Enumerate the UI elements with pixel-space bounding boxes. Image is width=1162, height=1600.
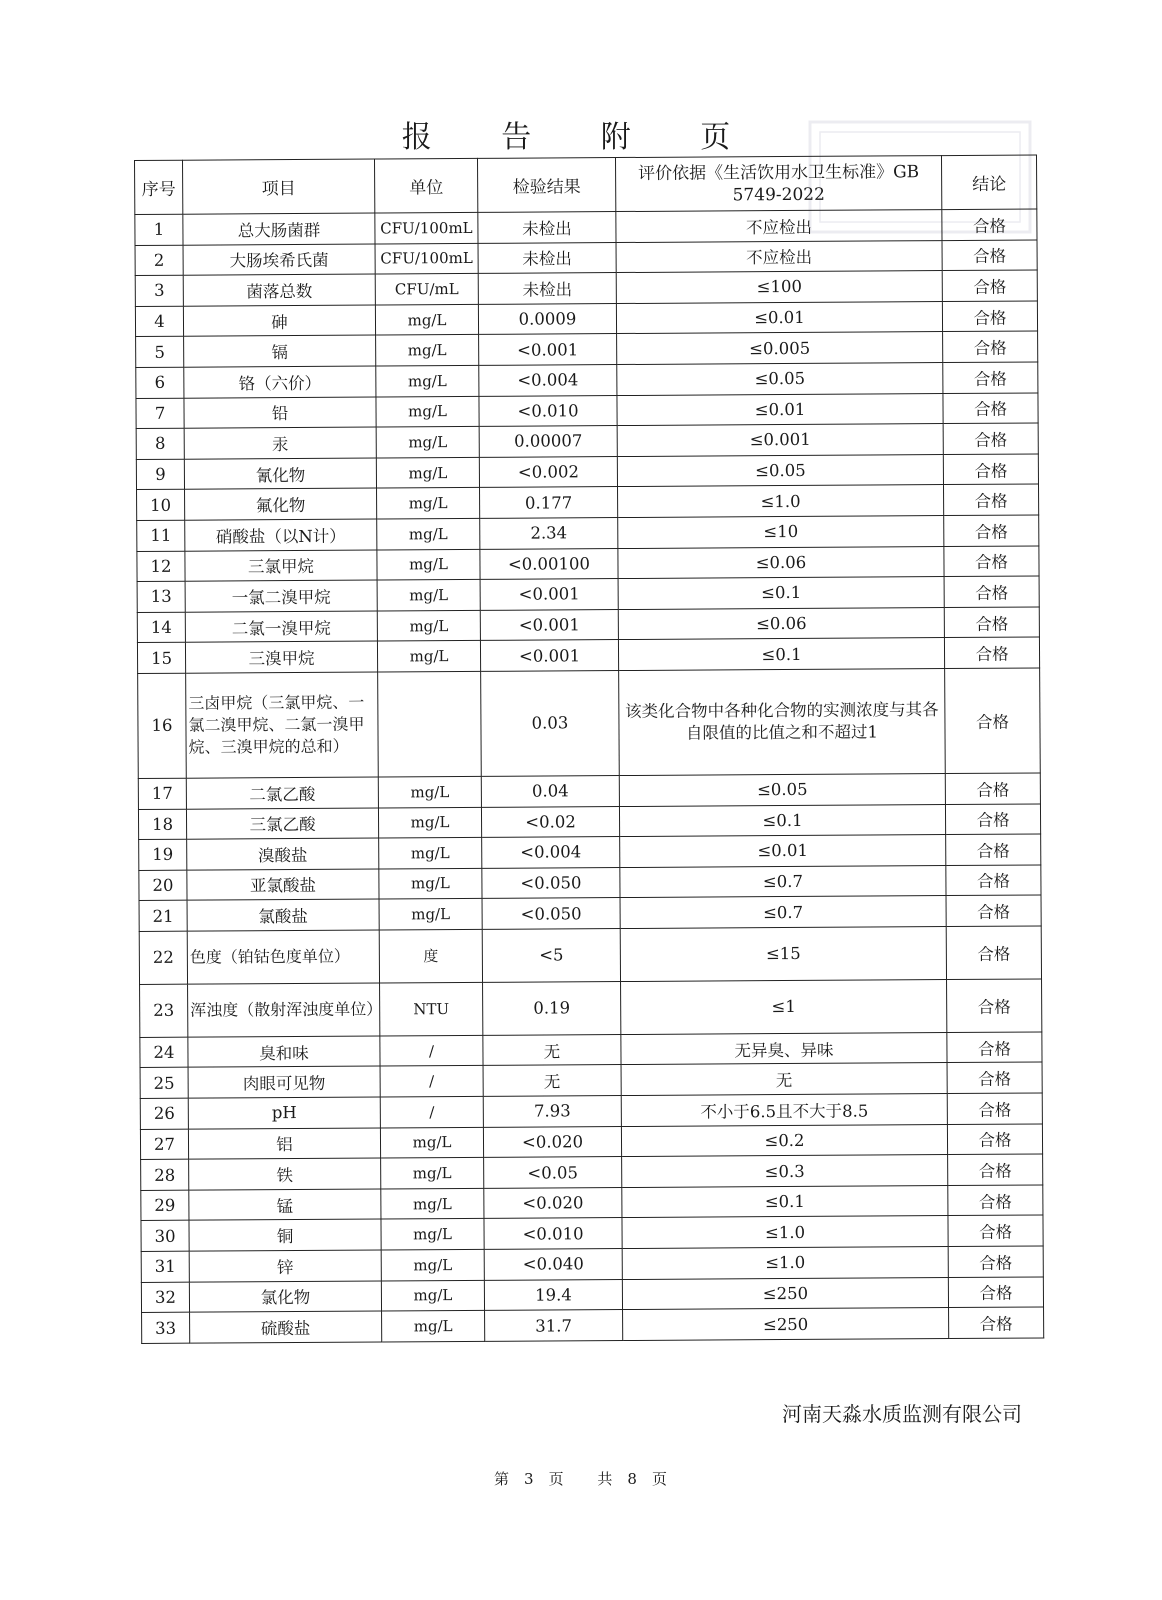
row-item-cell: 亚氯酸盐 [187,869,379,901]
footer-page-prefix: 第 [494,1470,511,1488]
table-header-row [135,155,1037,215]
header-result: 检验结果 [477,158,615,213]
row-item-cell: 砷 [183,305,375,337]
row-index-cell: 10 [137,490,185,521]
row-conclusion-cell: 合格 [944,515,1039,546]
row-index-cell: 14 [137,612,185,643]
row-item-cell: 色度（铂钴色度单位） [187,930,379,984]
row-index-cell: 16 [138,673,187,778]
row-item-cell: 肉眼可见物 [188,1066,380,1098]
row-index-cell: 18 [138,809,186,840]
row-basis-cell: ≤0.005 [617,332,943,365]
row-unit-cell: mg/L [377,488,480,519]
row-index-cell: 24 [140,1037,188,1068]
row-unit-cell: mg/L [379,868,482,899]
row-unit-cell: mg/L [377,610,480,641]
row-index-cell: 32 [141,1282,189,1313]
company-name: 河南天淼水质监测有限公司 [782,1402,1022,1426]
row-basis-cell: ≤1.0 [622,1247,948,1280]
row-item-cell: 汞 [184,427,376,459]
row-item-cell: 一氯二溴甲烷 [185,580,377,612]
row-conclusion-cell: 合格 [947,1124,1042,1155]
row-result-cell: 未检出 [478,273,616,304]
row-basis-cell: ≤0.2 [621,1124,947,1157]
row-basis-cell: ≤250 [622,1277,948,1310]
row-result-cell: 31.7 [485,1310,623,1341]
row-index-cell: 27 [140,1129,188,1160]
row-result-cell: <0.020 [483,1126,621,1157]
row-conclusion-cell: 合格 [946,834,1041,865]
footer-page-number: 3 [524,1470,535,1488]
row-conclusion-cell: 合格 [944,637,1039,668]
row-unit-cell: NTU [380,982,483,1036]
row-basis-cell: 无异臭、异味 [621,1032,947,1065]
row-conclusion-cell: 合格 [942,209,1037,240]
row-conclusion-cell: 合格 [949,1307,1044,1338]
row-conclusion-cell: 合格 [942,270,1037,301]
row-unit-cell: / [380,1096,483,1127]
row-basis-cell: ≤250 [623,1308,949,1341]
row-index-cell: 2 [135,245,183,276]
row-result-cell: 2.34 [480,517,618,548]
row-unit-cell: CFU/100mL [375,212,478,243]
header-unit: 单位 [374,158,477,213]
row-basis-cell: 无 [621,1063,947,1096]
row-basis-cell: ≤0.3 [622,1155,948,1188]
row-index-cell: 28 [141,1159,189,1190]
row-unit-cell: mg/L [376,457,479,488]
row-conclusion-cell: 合格 [948,1185,1043,1216]
row-unit-cell: mg/L [376,427,479,458]
row-item-cell: 氟化物 [185,488,377,520]
row-conclusion-cell: 合格 [944,576,1039,607]
row-conclusion-cell: 合格 [943,484,1038,515]
row-index-cell: 13 [137,581,185,612]
row-result-cell: 无 [483,1034,621,1065]
row-conclusion-cell: 合格 [942,301,1037,332]
row-item-cell: 三氯乙酸 [186,808,378,840]
row-conclusion-cell: 合格 [944,607,1039,638]
row-result-cell: <0.001 [479,334,617,365]
row-result-cell: <0.002 [479,456,617,487]
row-conclusion-cell: 合格 [948,1215,1043,1246]
row-item-cell: 三溴甲烷 [185,641,377,673]
footer-page-mid: 页 [548,1470,565,1488]
row-item-cell: 溴酸盐 [187,838,379,870]
row-index-cell: 1 [135,214,183,245]
row-basis-cell: 不应检出 [616,240,942,273]
row-unit-cell: mg/L [377,641,480,672]
row-item-cell: 氯酸盐 [187,899,379,931]
row-unit-cell: 度 [379,929,482,983]
row-unit-cell: / [380,1035,483,1066]
row-basis-cell: ≤0.1 [622,1185,948,1218]
row-basis-cell: ≤0.001 [617,424,943,457]
row-index-cell: 12 [137,551,185,582]
footer-total-pages: 8 [627,1470,638,1488]
row-item-cell: 铜 [189,1219,381,1251]
page-title: 报 告 附 页 [401,120,761,155]
row-unit-cell [378,671,482,777]
row-basis-cell: 该类化合物中各种化合物的实测浓度与其各自限值的比值之和不超过1 [619,668,946,775]
row-index-cell: 29 [141,1190,189,1221]
row-basis-cell: ≤10 [618,515,944,548]
row-index-cell: 26 [140,1098,188,1129]
row-conclusion-cell: 合格 [947,1093,1042,1124]
row-basis-cell: ≤1 [621,979,947,1034]
row-basis-cell: ≤0.1 [618,638,944,671]
footer-total-prefix: 共 [597,1470,614,1488]
row-index-cell: 30 [141,1221,189,1252]
row-unit-cell: mg/L [381,1280,484,1311]
row-result-cell: <0.02 [481,806,619,837]
row-unit-cell: mg/L [377,518,480,549]
row-item-cell: 菌落总数 [183,274,375,306]
row-result-cell: 0.0009 [478,303,616,334]
row-unit-cell: mg/L [376,396,479,427]
row-item-cell: 硝酸盐（以N计） [185,519,377,551]
footer-total-suffix: 页 [651,1470,668,1488]
row-conclusion-cell: 合格 [947,979,1042,1033]
row-result-cell: <0.004 [479,365,617,396]
row-item-cell: 二氯乙酸 [186,777,378,809]
row-conclusion-cell: 合格 [943,362,1038,393]
test-results-table [134,154,1044,1343]
row-conclusion-cell: 合格 [947,1032,1042,1063]
header-item: 项目 [183,159,375,214]
row-index-cell: 33 [142,1312,190,1343]
row-basis-cell: ≤100 [616,271,942,304]
row-unit-cell: mg/L [381,1249,484,1280]
row-index-cell: 11 [137,520,185,551]
row-index-cell: 31 [141,1251,189,1282]
row-unit-cell: mg/L [379,837,482,868]
row-unit-cell: mg/L [382,1311,485,1342]
row-basis-cell: ≤0.1 [618,577,944,610]
row-index-cell: 9 [136,459,184,490]
row-conclusion-cell: 合格 [945,773,1040,804]
row-unit-cell: mg/L [381,1158,484,1189]
row-result-cell: <0.004 [482,837,620,868]
row-item-cell: 三氯甲烷 [185,550,377,582]
row-conclusion-cell: 合格 [945,668,1041,774]
row-item-cell: 铁 [189,1158,381,1190]
row-result-cell: 19.4 [484,1279,622,1310]
row-unit-cell: CFU/mL [375,274,478,305]
row-conclusion-cell: 合格 [948,1154,1043,1185]
row-basis-cell: ≤1.0 [618,485,944,518]
row-basis-cell: ≤0.01 [620,835,946,868]
page-footer [0,1468,1162,1489]
row-unit-cell: / [380,1066,483,1097]
row-result-cell: 0.04 [481,775,619,806]
row-conclusion-cell: 合格 [943,423,1038,454]
row-basis-cell: ≤0.01 [616,301,942,334]
row-result-cell: <0.00100 [480,548,618,579]
row-basis-cell: ≤0.05 [619,773,945,806]
row-item-cell: 铝 [188,1128,380,1160]
row-item-cell: 氯化物 [189,1281,381,1313]
row-item-cell: pH [188,1097,380,1129]
table-body [135,209,1044,1343]
row-conclusion-cell: 合格 [946,895,1041,926]
row-unit-cell: CFU/100mL [375,243,478,274]
row-conclusion-cell: 合格 [945,803,1040,834]
row-unit-cell: mg/L [376,335,479,366]
row-index-cell: 7 [136,398,184,429]
row-result-cell: 未检出 [478,212,616,243]
row-unit-cell: mg/L [381,1188,484,1219]
row-item-cell: 总大肠菌群 [183,213,375,245]
row-index-cell: 17 [138,778,186,809]
row-item-cell: 浑浊度（散射浑浊度单位） [188,983,380,1037]
header-basis: 评价依据《生活饮用水卫生标准》GB 5749-2022 [615,156,941,212]
row-item-cell: 锌 [189,1250,381,1282]
row-basis-cell: ≤0.1 [619,804,945,837]
table-row [139,926,1041,985]
row-index-cell: 5 [136,337,184,368]
row-result-cell: <5 [482,928,620,982]
row-basis-cell: 不应检出 [616,210,942,243]
row-conclusion-cell: 合格 [948,1246,1043,1277]
header-index: 序号 [135,160,183,214]
row-unit-cell: mg/L [377,549,480,580]
row-basis-cell: ≤1.0 [622,1216,948,1249]
row-result-cell: <0.050 [482,867,620,898]
row-result-cell: <0.001 [480,579,618,610]
row-index-cell: 6 [136,367,184,398]
row-result-cell: 0.177 [480,487,618,518]
row-basis-cell: ≤0.06 [618,607,944,640]
row-conclusion-cell: 合格 [944,546,1039,577]
row-basis-cell: ≤0.7 [620,896,946,929]
row-item-cell: 三卤甲烷（三氯甲烷、一氯二溴甲烷、二氯一溴甲烷、三溴甲烷的总和） [186,672,379,778]
row-unit-cell: mg/L [381,1219,484,1250]
row-conclusion-cell: 合格 [946,865,1041,896]
row-result-cell: <0.050 [482,898,620,929]
row-index-cell: 21 [139,900,187,931]
row-conclusion-cell: 合格 [948,1277,1043,1308]
row-item-cell: 铬（六价） [184,366,376,398]
row-conclusion-cell: 合格 [943,454,1038,485]
row-item-cell: 二氯一溴甲烷 [185,611,377,643]
row-result-cell: 0.00007 [479,426,617,457]
row-result-cell: <0.040 [484,1249,622,1280]
row-index-cell: 3 [135,275,183,306]
row-unit-cell: mg/L [375,304,478,335]
row-basis-cell: 不小于6.5且不大于8.5 [621,1094,947,1127]
row-index-cell: 23 [140,984,188,1037]
row-index-cell: 19 [139,839,187,870]
table-row [140,979,1042,1038]
row-conclusion-cell: 合格 [947,1062,1042,1093]
row-unit-cell: mg/L [378,776,481,807]
row-result-cell: <0.05 [484,1157,622,1188]
row-index-cell: 4 [135,306,183,337]
row-result-cell: 7.93 [483,1096,621,1127]
row-basis-cell: ≤0.05 [617,363,943,396]
row-result-cell: <0.010 [484,1218,622,1249]
row-conclusion-cell: 合格 [943,393,1038,424]
row-result-cell: <0.020 [484,1187,622,1218]
row-index-cell: 15 [137,643,185,674]
row-basis-cell: ≤0.7 [620,865,946,898]
row-basis-cell: ≤15 [620,926,946,981]
row-conclusion-cell: 合格 [943,331,1038,362]
row-basis-cell: ≤0.01 [617,393,943,426]
row-unit-cell: mg/L [378,807,481,838]
header-conclusion: 结论 [941,155,1036,210]
row-result-cell: <0.001 [480,640,618,671]
row-result-cell: 未检出 [478,242,616,273]
row-item-cell: 铅 [184,397,376,429]
row-conclusion-cell: 合格 [946,926,1041,980]
row-index-cell: 20 [139,870,187,901]
table-row [138,668,1041,779]
row-item-cell: 氰化物 [184,458,376,490]
row-unit-cell: mg/L [376,365,479,396]
row-unit-cell: mg/L [379,899,482,930]
row-item-cell: 臭和味 [188,1036,380,1068]
row-result-cell: 0.03 [481,670,620,776]
row-unit-cell: mg/L [377,580,480,611]
row-item-cell: 镉 [184,335,376,367]
row-index-cell: 25 [140,1068,188,1099]
table-row [142,1307,1044,1343]
row-item-cell: 大肠埃希氏菌 [183,244,375,276]
row-index-cell: 22 [139,931,187,984]
row-result-cell: <0.010 [479,395,617,426]
row-conclusion-cell: 合格 [942,240,1037,271]
row-result-cell: <0.001 [480,609,618,640]
row-item-cell: 锰 [189,1189,381,1221]
row-basis-cell: ≤0.06 [618,546,944,579]
row-unit-cell: mg/L [380,1127,483,1158]
row-index-cell: 8 [136,428,184,459]
row-basis-cell: ≤0.05 [617,454,943,487]
row-item-cell: 硫酸盐 [190,1311,382,1343]
row-result-cell: 0.19 [483,981,621,1035]
row-result-cell: 无 [483,1065,621,1096]
